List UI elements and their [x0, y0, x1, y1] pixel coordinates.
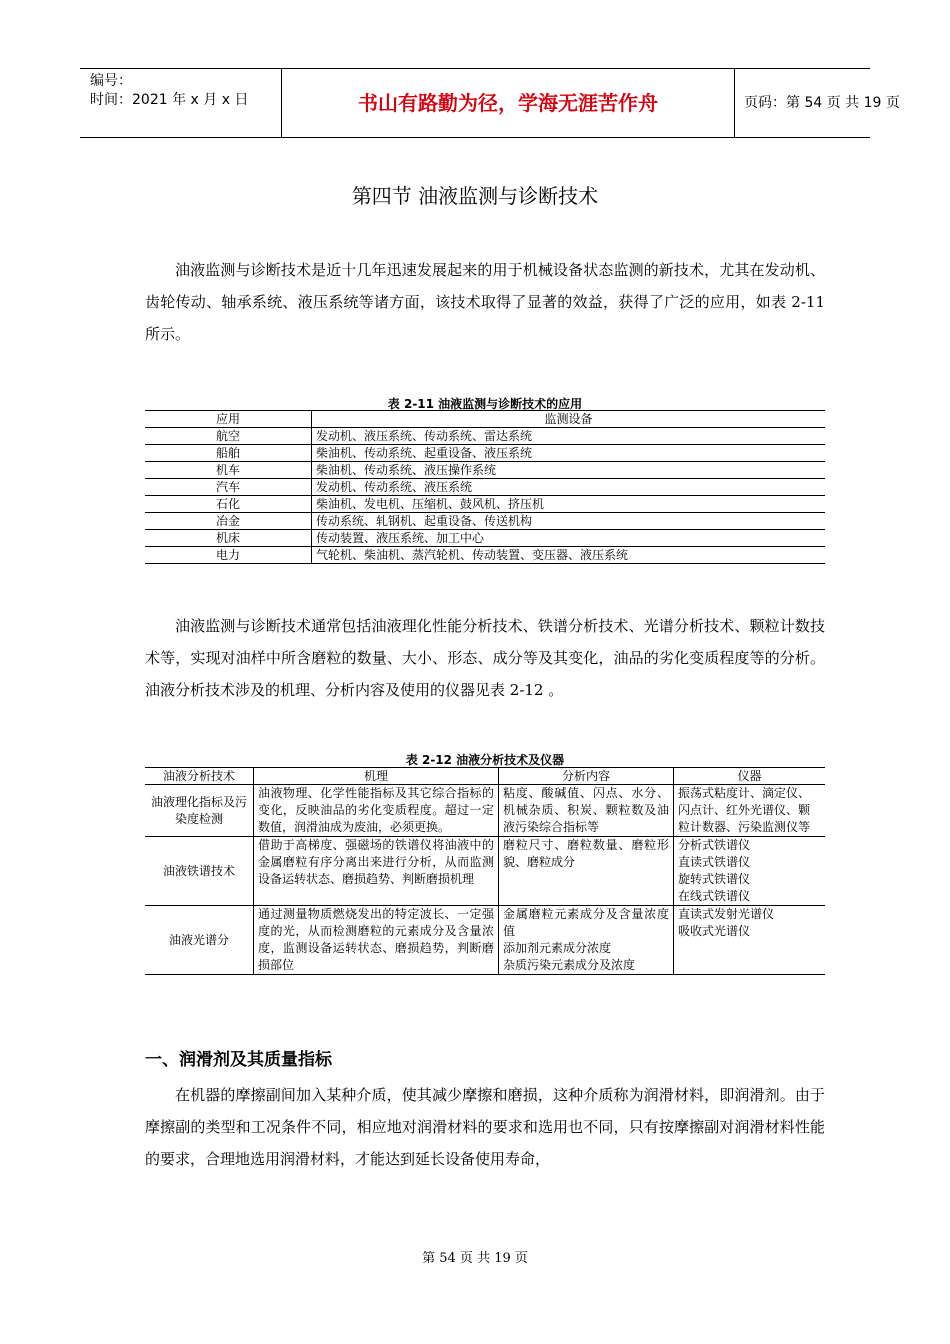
table-row [145, 445, 825, 462]
table-header-cell: 油液分析技术 [145, 768, 254, 785]
table-header-cell: 应用 [145, 411, 312, 428]
table-cell: 航空 [145, 428, 312, 445]
table-cell: 传动装置、液压系统、加工中心 [312, 530, 826, 547]
table-cell [499, 906, 674, 975]
table-cell [674, 837, 826, 906]
table-cell: 汽车 [145, 479, 312, 496]
table-row [145, 428, 825, 445]
table-cell: 发动机、传动系统、液压系统 [312, 479, 826, 496]
table-cell: 柴油机、传动系统、起重设备、液压系统 [312, 445, 826, 462]
table-row [145, 462, 825, 479]
table-cell: 传动系统、轧钢机、起重设备、传送机构 [312, 513, 826, 530]
table-cell: 电力 [145, 547, 312, 564]
table-cell: 气轮机、柴油机、蒸汽轮机、传动装置、变压器、液压系统 [312, 547, 826, 564]
table-cell: 石化 [145, 496, 312, 513]
table-header-row [145, 411, 825, 428]
table-header-cell: 机理 [254, 768, 499, 785]
table-row [145, 479, 825, 496]
table-header-row [145, 768, 825, 785]
table-cell: 柴油机、传动系统、液压操作系统 [312, 462, 826, 479]
table-row [145, 530, 825, 547]
table-cell: 油液光谱分 [145, 906, 254, 975]
table-header-cell: 仪器 [674, 768, 826, 785]
table1-caption: 表 2-11 油液监测与诊断技术的应用 [387, 397, 583, 411]
table-cell: 油液物理、化学性能指标及其它综合指标的变化，反映油品的劣化变质程度。超过一定数值，润滑油成为废油，必须更换。 [254, 785, 499, 837]
table-header-cell: 监测设备 [312, 411, 826, 428]
table-cell: 油液铁谱技术 [145, 837, 254, 906]
header-motto: 书山有路勤为径，学海无涯苦作舟 [282, 69, 735, 137]
instrument-item: 在线式铁谱仪 [678, 889, 751, 903]
table-cell: 借助于高梯度、强磁场的铁谱仪将油液中的金属磨粒有序分离出来进行分析，从而监测设备运转状态、磨损趋势、判断磨损机理 [254, 837, 499, 906]
table-cell: 冶金 [145, 513, 312, 530]
table-cell: 发动机、液压系统、传动系统、雷达系统 [312, 428, 826, 445]
table-row [145, 837, 825, 906]
page-footer: 第 54 页 共 19 页 [422, 1251, 528, 1266]
table-analysis-techniques [145, 767, 825, 975]
table-cell: 振荡式粘度计、滴定仪、闪点计、红外光谱仪、颗粒计数器、污染监测仪等 [674, 785, 826, 837]
instrument-item: 旋转式铁谱仪 [678, 872, 751, 886]
table-cell [674, 906, 826, 975]
section-heading: 一、润滑剂及其质量指标 [145, 1050, 332, 1070]
instrument-item: 分析式铁谱仪 [678, 838, 751, 852]
paragraph-lubricants: 在机器的摩擦副间加入某种介质，使其减少摩擦和磨损，这种介质称为润滑材料，即润滑剂。由于摩擦副的类型和工况条件不同，相应地对润滑材料的要求和选用也不同，只有按摩擦副对润滑材料性能的要求，合理地选用润滑材料，才能达到延长设备使用寿命， [145, 1086, 825, 1168]
paragraph-intro: 油液监测与诊断技术是近十几年迅速发展起来的用于机械设备状态监测的新技术，尤其在发动机、齿轮传动、轴承系统、液压系统等诸方面，该技术取得了显著的效益，获得了广泛的应用，如表 2-11 所示。 [145, 261, 825, 343]
table-cell: 粘度、酸碱值、闪点、水分、机械杂质、积炭、颗粒数及油液污染综合指标等 [499, 785, 674, 837]
table2-caption: 表 2-12 油液分析技术及仪器 [405, 753, 565, 767]
number-label: 编号： [90, 73, 132, 89]
page-header [80, 68, 900, 138]
time-label: 时间：2021 年 x 月 x 日 [90, 92, 249, 108]
content-item: 杂质污染元素成分及浓度 [503, 958, 636, 972]
table-cell: 磨粒尺寸、磨粒数量、磨粒形貌、磨粒成分 [499, 837, 674, 906]
content-item: 添加剂元素成分浓度 [503, 941, 612, 955]
table-row [145, 513, 825, 530]
table-cell: 船舶 [145, 445, 312, 462]
table-cell: 油液理化指标及污染度检测 [145, 785, 254, 837]
table-row [145, 906, 825, 975]
paragraph-techniques: 油液监测与诊断技术通常包括油液理化性能分析技术、铁谱分析技术、光谱分析技术、颗粒计数技术等，实现对油样中所含磨粒的数量、大小、形态、成分等及其变化，油品的劣化变质程度等的分析。油液分析技术涉及的机理、分析内容及使用的仪器见表 2-12 。 [145, 617, 825, 699]
table-cell: 柴油机、发电机、压缩机、鼓风机、挤压机 [312, 496, 826, 513]
table-cell: 机床 [145, 530, 312, 547]
table-applications [145, 410, 825, 564]
table-row [145, 785, 825, 837]
table-row [145, 496, 825, 513]
instrument-item: 直读式铁谱仪 [678, 855, 751, 869]
table-header-cell: 分析内容 [499, 768, 674, 785]
table-cell: 机车 [145, 462, 312, 479]
section-title: 第四节 油液监测与诊断技术 [351, 184, 599, 208]
instrument-item: 吸收式光谱仪 [678, 924, 751, 938]
table-row [145, 547, 825, 564]
table-cell: 通过测量物质燃烧发出的特定波长、一定强度的光，从而检测磨粒的元素成分及含量浓度，监测设备运转状态、磨损趋势，判断磨损部位 [254, 906, 499, 975]
header-meta [80, 69, 282, 137]
content-item: 金属磨粒元素成分及含量浓度值 [503, 907, 669, 938]
header-page-info: 页码：第 54 页 共 19 页 [744, 95, 900, 111]
instrument-item: 直读式发射光谱仪 [678, 907, 775, 921]
